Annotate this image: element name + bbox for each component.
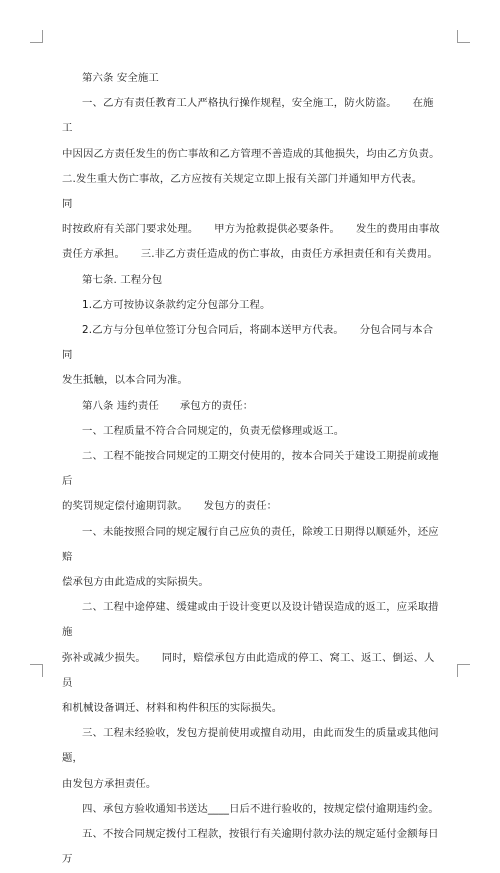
text-line: 四、承包方验收通知书送达____日后不进行验收的，按规定偿付逾期违约金。 [82,802,439,815]
text-line: 二、工程中途停建、缓建或由于设计变更以及设计错误造成的返工，应采取措施 [62,601,439,639]
text-line: 偿承包方由此造成的实际损失。 [62,576,209,589]
text-line: 2.乙方与分包单位签订分包合同后，将副本送甲方代表。 分包合同与本合同 [62,324,434,362]
crop-mark-top-left [30,30,43,43]
text-line: 发生抵触，以本合同为准。 [62,374,188,387]
text-line: 的奖罚规定偿付逾期罚款。 发包方的责任： [62,500,278,513]
text-line: 一、未能按照合同的规定履行自己应负的责任，除竣工日期得以顺延外，还应赔 [62,525,439,563]
text-line: 和机械设备调迁、材料和构件积压的实际损失。 [62,702,283,715]
text-line: 第六条 安全施工 [82,72,159,84]
text-line: 弥补或减少损失。 同时，赔偿承包方由此造成的停工、窝工、返工、倒运、人员 [62,651,435,689]
crop-mark-bottom-right [457,664,470,677]
text-line: 第八条 违约责任 承包方的责任： [82,399,254,412]
text-line: 由发包方承担责任。 [62,777,157,790]
text-line: 时按政府有关部门要求处理。 甲方为抢救提供必要条件。 发生的费用由事故 [62,223,440,236]
text-line: 第七条. 工程分包 [82,273,163,286]
text-line: 中因因乙方责任发生的伤亡事故和乙方管理不善造成的其他损失，均由乙方负责。 [62,147,440,160]
text-line: 1.乙方可按协议条款约定分包部分工程。 [82,298,271,311]
text-line: 三、工程未经验收，发包方提前使用或擅自动用，由此而发生的质量或其他问题， [62,727,439,765]
text-line: 二.发生重大伤亡事故，乙方应按有关规定立即上报有关部门并通知甲方代表。 同 [62,172,438,211]
text-line: 一、工程质量不符合合同规定的，负责无偿修理或返工。 [82,424,345,437]
crop-mark-top-right [457,30,470,43]
document-body [62,66,440,873]
text-line: 五、不按合同规定拨付工程款，按银行有关逾期付款办法的规定延付金额每日万 [62,828,439,866]
crop-mark-bottom-left [30,664,43,677]
text-line: 二、工程不能按合同规定的工期交付使用的，按本合同关于建设工期提前或拖后 [62,450,439,488]
text-line: 一、乙方有责任教育工人严格执行操作规程，安全施工，防火防盗。 在施工 [62,97,434,135]
text-line: 责任方承担。 三.非乙方责任造成的伤亡事故，由责任方承担责任和有关费用。 [62,248,438,261]
